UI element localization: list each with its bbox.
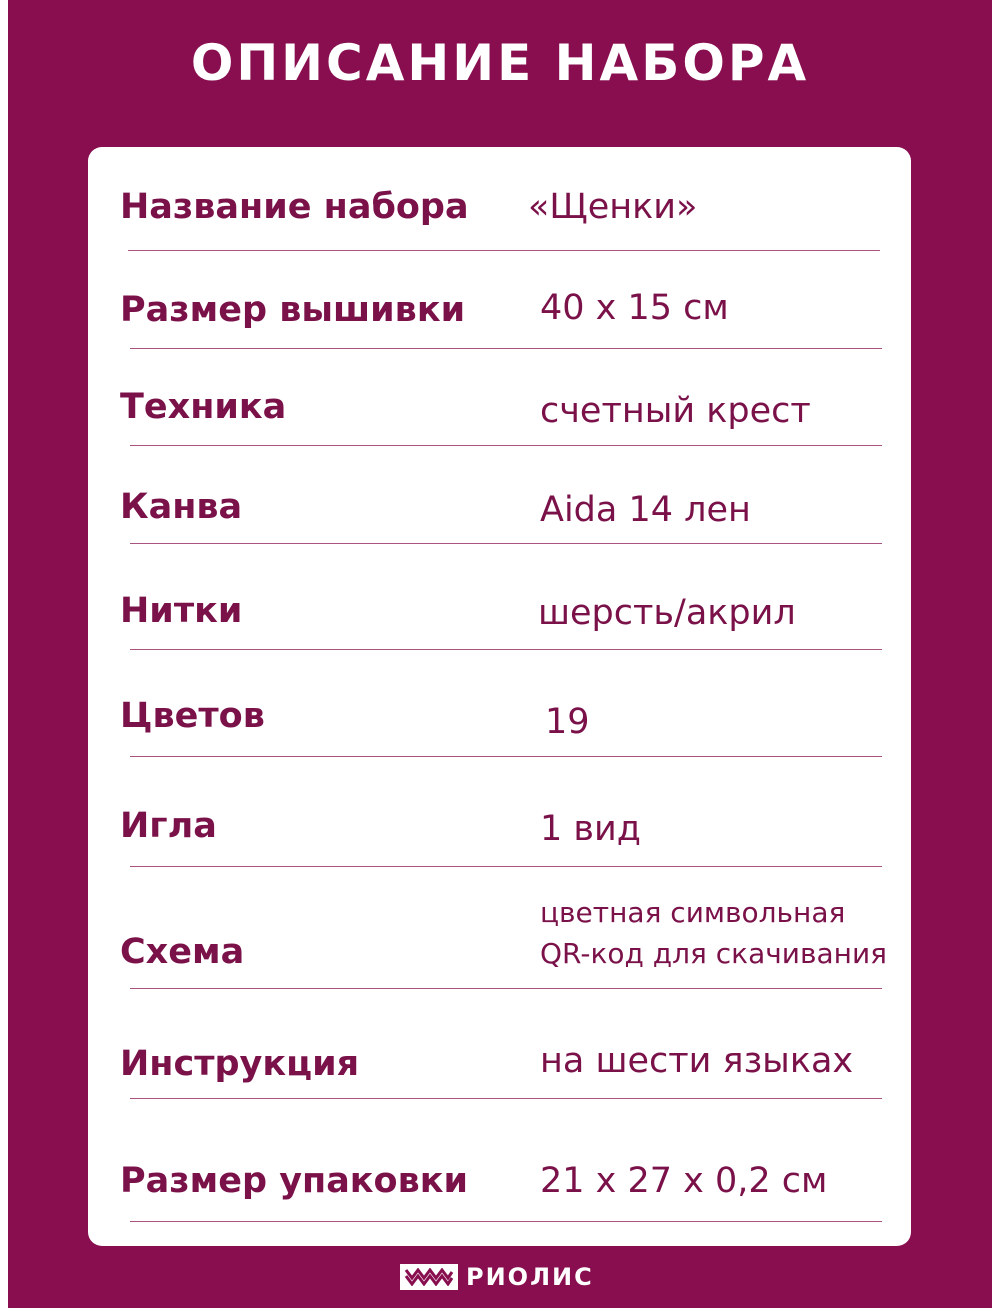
spec-label: Размер упаковки [120, 1161, 469, 1201]
spec-value: 19 [545, 702, 590, 742]
spec-label: Схема [120, 932, 245, 972]
row-divider [130, 866, 882, 867]
spec-label: Игла [120, 806, 217, 846]
brand-logo [400, 1264, 594, 1290]
spec-value: 1 вид [540, 809, 641, 849]
row-divider [128, 250, 880, 251]
spec-label: Цветов [120, 696, 265, 736]
row-divider [130, 649, 882, 650]
row-divider [130, 756, 882, 757]
brand-name: РИОЛИС [466, 1263, 594, 1291]
spec-value: на шести языках [540, 1041, 854, 1081]
row-divider [130, 988, 882, 989]
spec-value-line-2: QR-код для скачивания [540, 937, 887, 970]
spec-value: счетный крест [540, 391, 811, 431]
row-divider [130, 1221, 882, 1222]
spec-label: Канва [120, 487, 243, 527]
spec-value: 40 x 15 см [540, 288, 729, 328]
spec-value: Aida 14 лен [540, 490, 751, 530]
spec-label: Размер вышивки [120, 290, 466, 330]
row-divider [130, 1098, 882, 1099]
spec-value-line-1: цветная символьная [540, 896, 846, 929]
spec-label: Нитки [120, 591, 243, 631]
spec-value: 21 x 27 x 0,2 см [540, 1161, 828, 1201]
spec-card [88, 147, 911, 1246]
spec-label: Инструкция [120, 1044, 360, 1084]
row-divider [130, 348, 882, 349]
page-title: ОПИСАНИЕ НАБОРА [190, 34, 810, 92]
spec-label: Название набора [120, 187, 469, 227]
row-divider [130, 445, 882, 446]
spec-value: шерсть/акрил [538, 593, 796, 633]
rioulis-logo-icon [400, 1264, 458, 1290]
spec-label: Техника [120, 387, 287, 427]
spec-value: «Щенки» [528, 187, 698, 227]
row-divider [130, 543, 882, 544]
